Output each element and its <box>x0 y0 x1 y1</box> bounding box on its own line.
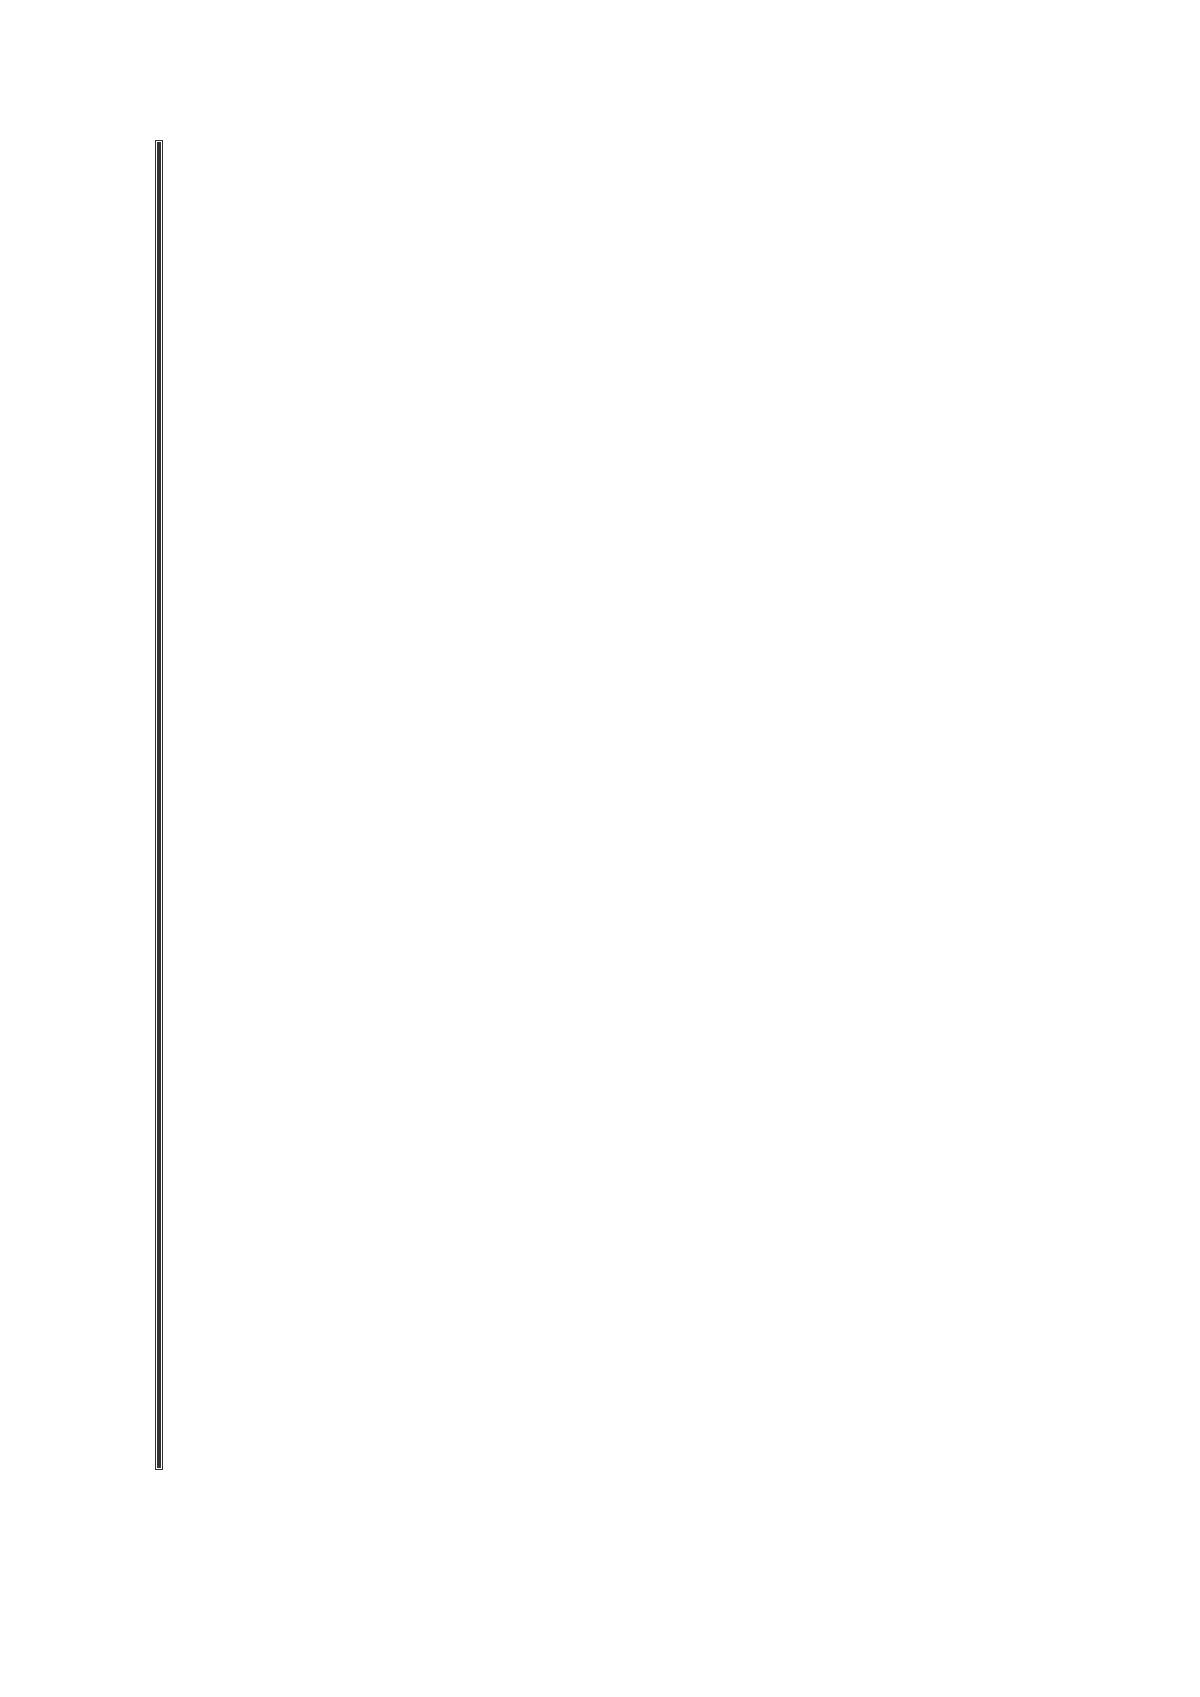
page-number <box>48 810 72 850</box>
rotated-content <box>155 140 1065 1470</box>
map-plan-section <box>155 140 163 1470</box>
section-subtitle <box>159 143 160 1467</box>
